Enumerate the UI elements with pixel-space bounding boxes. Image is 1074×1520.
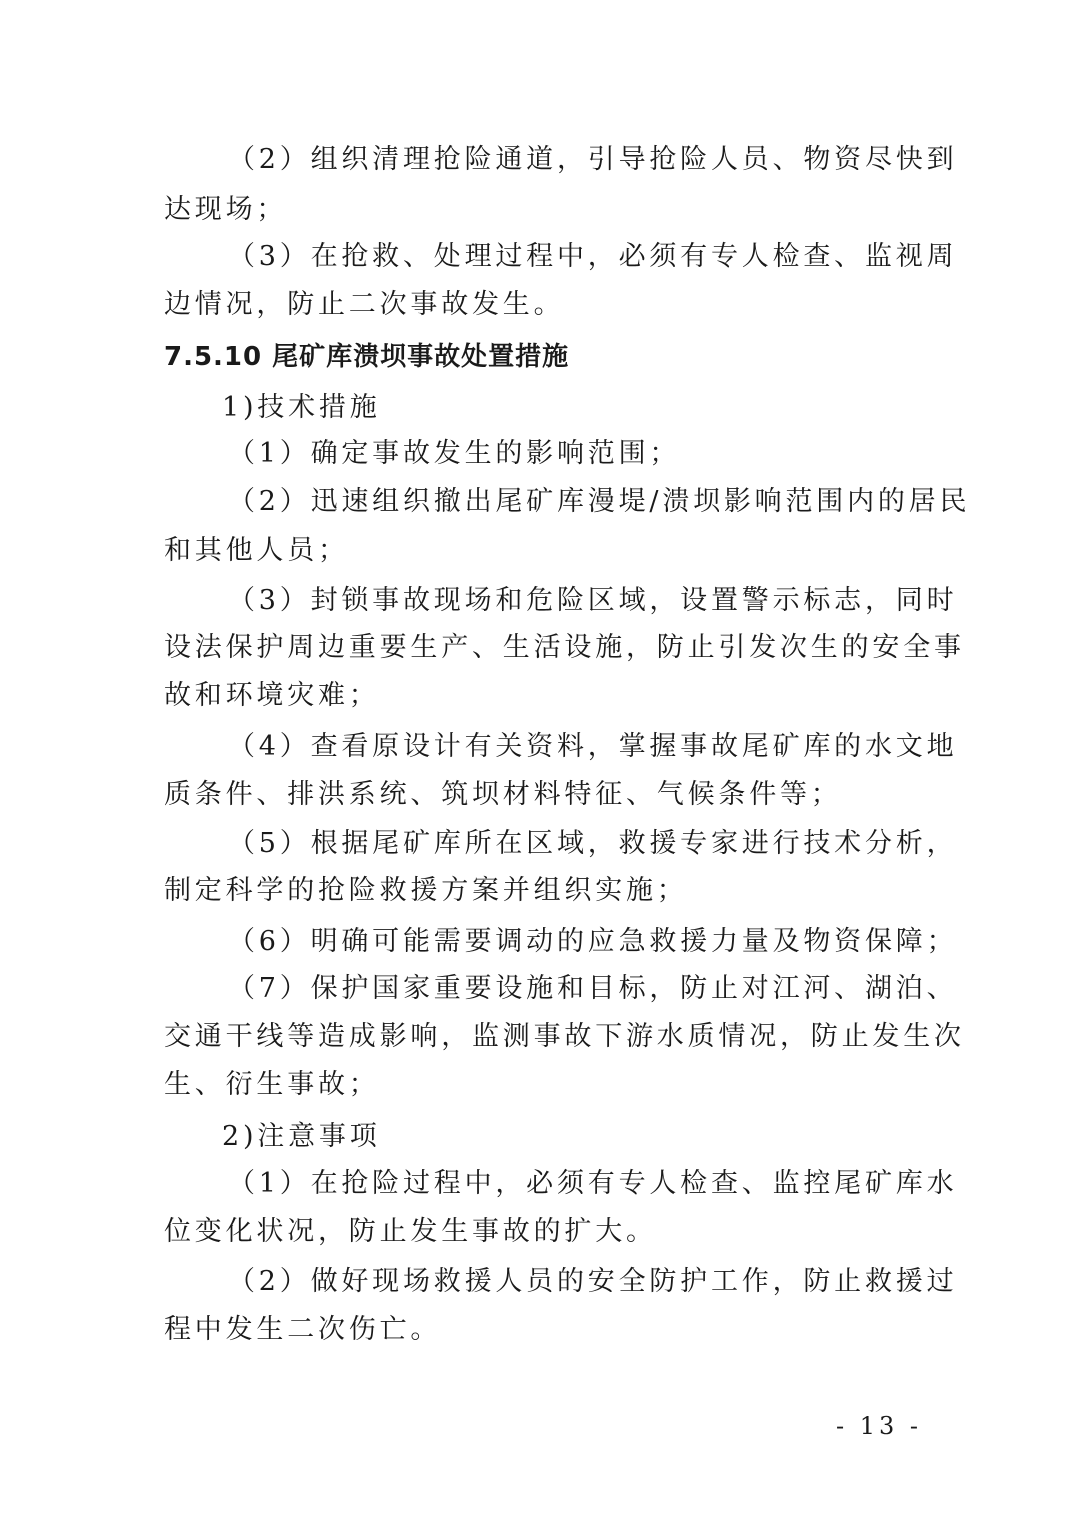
paragraph-line: 达现场； — [164, 194, 288, 225]
paragraph-line: （6）明确可能需要调动的应急救援力量及物资保障； — [228, 926, 958, 957]
paragraph-line: （3）在抢救、处理过程中，必须有专人检查、监视周 — [228, 241, 958, 272]
paragraph-line: （2）组织清理抢险通道，引导抢险人员、物资尽快到 — [228, 144, 958, 175]
page-number: - 13 - — [836, 1412, 923, 1440]
paragraph-line: （4）查看原设计有关资料，掌握事故尾矿库的水文地 — [228, 731, 958, 762]
paragraph-line: （2）做好现场救援人员的安全防护工作，防止救援过 — [228, 1266, 958, 1297]
paragraph-line: （1）在抢险过程中，必须有专人检查、监控尾矿库水 — [228, 1168, 958, 1199]
paragraph-line: 质条件、排洪系统、筑坝材料特征、气候条件等； — [164, 779, 842, 810]
paragraph-line: 边情况，防止二次事故发生。 — [164, 289, 565, 320]
paragraph-line: 交通干线等造成影响，监测事故下游水质情况，防止发生次 — [164, 1021, 965, 1052]
paragraph-line: （3）封锁事故现场和危险区域，设置警示标志，同时 — [228, 585, 958, 616]
subsection-title: 2)注意事项 — [222, 1121, 381, 1152]
paragraph-line: 生、衍生事故； — [164, 1069, 380, 1100]
paragraph-line: （5）根据尾矿库所在区域，救援专家进行技术分析， — [228, 828, 958, 859]
subsection-title: 1)技术措施 — [222, 392, 381, 423]
paragraph-line: （7）保护国家重要设施和目标，防止对江河、湖泊、 — [228, 973, 958, 1004]
paragraph-line: 制定科学的抢险救援方案并组织实施； — [164, 875, 688, 906]
paragraph-line: 和其他人员； — [164, 535, 349, 566]
paragraph-line: （1）确定事故发生的影响范围； — [228, 438, 681, 469]
section-heading: 7.5.10 尾矿库溃坝事故处置措施 — [164, 342, 570, 372]
paragraph-line: 故和环境灾难； — [164, 680, 380, 711]
paragraph-line: 设法保护周边重要生产、生活设施，防止引发次生的安全事 — [164, 632, 965, 663]
paragraph-line: 程中发生二次伤亡。 — [164, 1314, 442, 1345]
paragraph-line: 位变化状况，防止发生事故的扩大。 — [164, 1216, 657, 1247]
paragraph-line: （2）迅速组织撤出尾矿库漫堤/溃坝影响范围内的居民 — [228, 486, 971, 517]
